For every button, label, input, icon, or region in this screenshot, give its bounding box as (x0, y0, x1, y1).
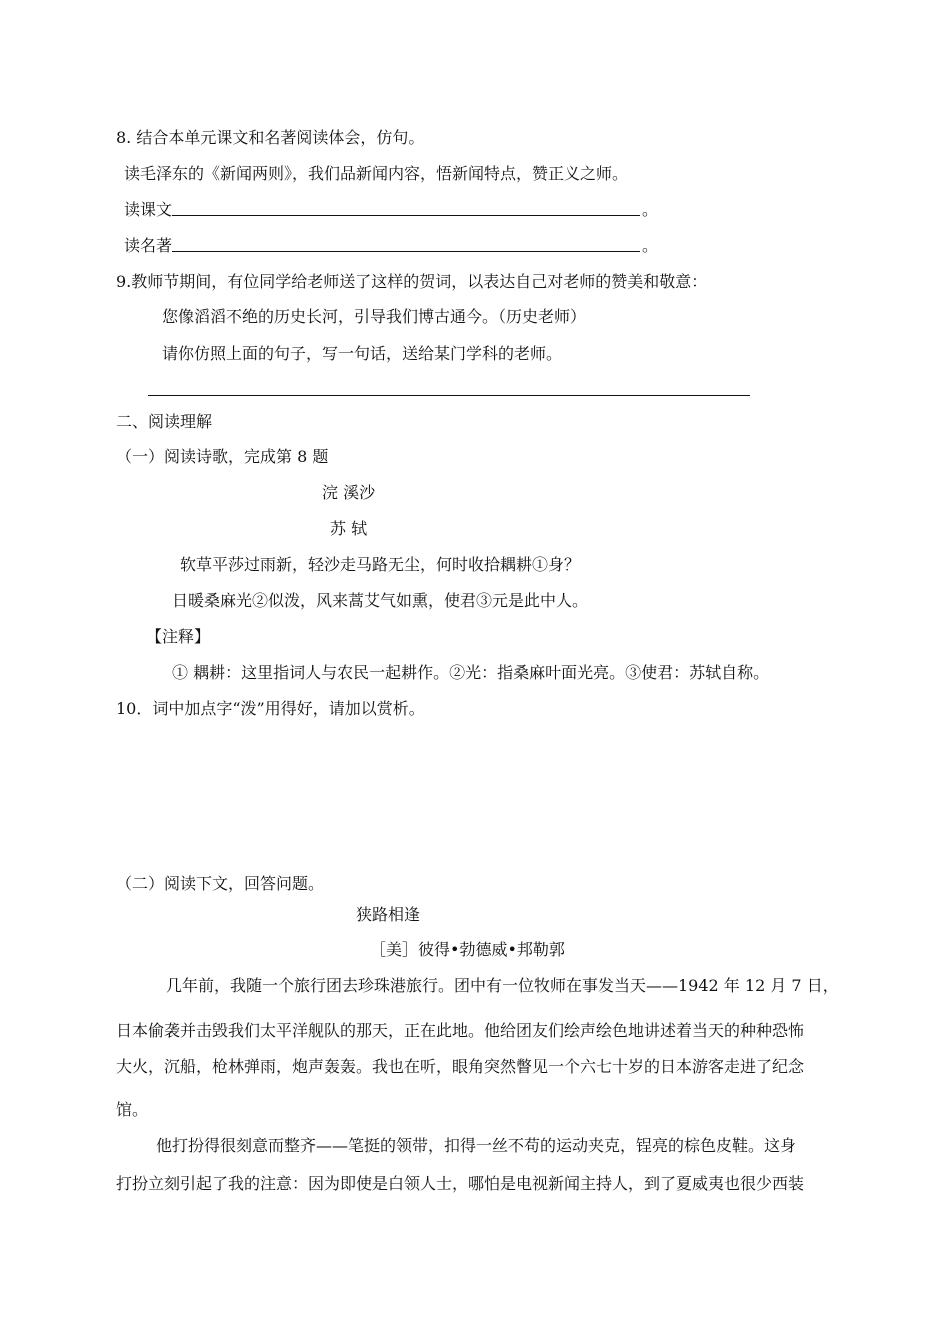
q9-title: 9.教师节期间，有位同学给老师送了这样的贺词，以表达自己对老师的赞美和敬意： (116, 272, 708, 291)
paragraph-2-line-1: 他打扮得很刻意而整齐——笔挺的领带，扣得一丝不苟的运动夹克，锃亮的棕色皮鞋。这身 (156, 1136, 797, 1155)
q8-line2-suffix: 。 (642, 236, 659, 255)
part2-heading: （二）阅读下文，回答问题。 (116, 874, 325, 893)
q8-line1-suffix: 。 (642, 200, 659, 219)
poem-line-1: 软草平莎过雨新，轻沙走马路无尘，何时收拾耦耕①身？ (180, 555, 581, 574)
q9-example: 您像滔滔不绝的历史长河，引导我们博古通今。（历史老师） (162, 307, 587, 326)
q8-answer-blank-2[interactable] (172, 251, 640, 252)
paragraph-2-line-2: 打扮立刻引起了我的注意：因为即使是白领人士，哪怕是电视新闻主持人，到了夏威夷也很少西装 (116, 1174, 805, 1193)
poem-line-2: 日暖桑麻光②似泼，风来蒿艾气如熏，使君③元是此中人。 (172, 591, 589, 610)
notes-heading: 【注释】 (146, 627, 211, 646)
paragraph-1-line-3: 大火，沉船，枪林弹雨，炮声轰轰。我也在听，眼角突然瞥见一个六七十岁的日本游客走进了纪念 (116, 1057, 805, 1076)
poem-author: 苏 轼 (330, 519, 368, 538)
q8-example: 读毛泽东的《新闻两则》，我们品新闻内容，悟新闻特点，赞正义之师。 (124, 164, 629, 183)
poem-title: 浣 溪沙 (322, 483, 376, 502)
paragraph-1-line-4: 馆。 (116, 1100, 149, 1119)
q10-title: 10．词中加点字“泼”用得好，请加以赏析。 (116, 699, 425, 718)
q9-instruction: 请你仿照上面的句子，写一句话，送给某门学科的老师。 (162, 344, 563, 363)
q8-line1-prefix: 读课文 (124, 200, 173, 219)
q8-title: 8. 结合本单元课文和名著阅读体会，仿句。 (116, 128, 425, 147)
paragraph-1-line-2: 日本偷袭并击毁我们太平洋舰队的那天，正在此地。他给团友们绘声绘色地讲述着当天的种种恐怖 (116, 1021, 805, 1040)
paragraph-1-line-1: 几年前，我随一个旅行团去珍珠港旅行。团中有一位牧师在事发当天——1942 年 12 月 7 日， (166, 976, 839, 995)
article-author: ［美］彼得•勃德威•邦勒郭 (370, 940, 565, 959)
part1-heading: （一）阅读诗歌，完成第 8 题 (116, 447, 329, 466)
q9-answer-blank[interactable] (148, 395, 750, 396)
poem-notes: ① 耦耕：这里指词人与农民一起耕作。②光：指桑麻叶面光亮。③使君：苏轼自称。 (172, 663, 770, 682)
section2-heading: 二、阅读理解 (116, 412, 213, 431)
article-title: 狭路相逢 (356, 905, 421, 924)
q8-answer-blank-1[interactable] (172, 215, 640, 216)
q8-line2-prefix: 读名著 (124, 236, 173, 255)
